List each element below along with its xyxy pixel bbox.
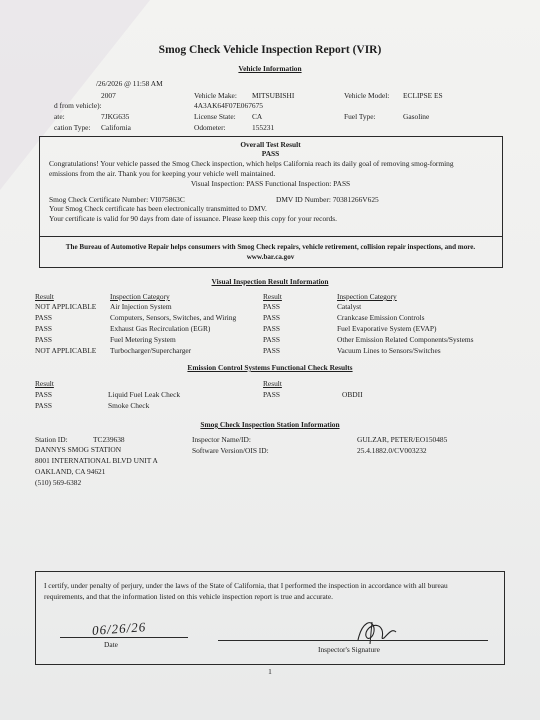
reg-type-value: California — [101, 123, 131, 132]
visual-col-category-left: Inspection Category — [110, 292, 170, 301]
visual-left-result: NOT APPLICABLE — [35, 302, 97, 311]
model-value: ECLIPSE ES — [403, 91, 443, 100]
transmitted-note: Your Smog Check certificate has been electronically transmitted to DMV. — [49, 204, 267, 213]
visual-right-result: PASS — [263, 302, 280, 311]
visual-left-result: PASS — [35, 335, 52, 344]
congrats-line-2: emissions from the air. Thank you for keeping your vehicle well maintained. — [49, 169, 276, 178]
software-label: Software Version/OIS ID: — [192, 446, 269, 455]
date-label: Date — [104, 640, 118, 649]
vin-value: 4A3AK64F07E067675 — [194, 101, 263, 110]
model-label: Vehicle Model: — [344, 91, 390, 100]
station-heading: Smog Check Inspection Station Information — [200, 420, 340, 429]
license-state-label: License State: — [194, 112, 236, 121]
certificate-number: Smog Check Certificate Number: VI075863C — [49, 195, 185, 204]
visual-right-result: PASS — [263, 346, 280, 355]
visual-col-category-right: Inspection Category — [337, 292, 397, 301]
inspection-datetime: /26/2026 @ 11:58 AM — [96, 79, 163, 88]
date-line — [60, 637, 188, 638]
vehicle-from-label: d from vehicle): — [54, 101, 102, 110]
functional-left-category: Smoke Check — [108, 401, 150, 410]
visual-right-category: Vacuum Lines to Sensors/Switches — [337, 346, 441, 355]
reg-type-label: cation Type: — [54, 123, 91, 132]
visual-left-result: PASS — [35, 313, 52, 322]
inspector-value: GULZAR, PETER/EO150485 — [357, 435, 448, 444]
inspector-signature-icon — [350, 614, 400, 648]
fuel-value: Gasoline — [403, 112, 430, 121]
visual-left-category: Fuel Metering System — [110, 335, 176, 344]
overall-box-divider — [39, 236, 502, 237]
congrats-line-1: Congratulations! Your vehicle passed the Smog Check inspection, which helps California reach its daily goal of removing smog-forming — [49, 159, 454, 168]
functional-check-heading: Emission Control Systems Functional Check Results — [187, 363, 353, 372]
visual-right-result: PASS — [263, 313, 280, 322]
station-id-label: Station ID: — [35, 435, 68, 444]
station-address-2: OAKLAND, CA 94621 — [35, 467, 106, 476]
odometer-value: 155231 — [252, 123, 275, 132]
visual-left-category: Computers, Sensors, Switches, and Wiring — [110, 313, 237, 322]
visual-left-result: PASS — [35, 324, 52, 333]
station-address-1: 8001 INTERNATIONAL BLVD UNIT A — [35, 456, 158, 465]
software-value: 25.4.1882.0/CV003232 — [357, 446, 427, 455]
station-name: DANNYS SMOG STATION — [35, 445, 122, 454]
signature-label: Inspector's Signature — [318, 645, 380, 654]
report-title: Smog Check Vehicle Inspection Report (VIR) — [158, 44, 382, 56]
vehicle-info-heading: Vehicle Information — [238, 64, 302, 73]
fuel-label: Fuel Type: — [344, 112, 376, 121]
visual-col-result-right: Result — [263, 292, 282, 301]
overall-result-value: PASS — [261, 149, 280, 158]
signature-line — [218, 640, 488, 641]
bar-website: www.bar.ca.gov — [246, 253, 295, 261]
visual-right-result: PASS — [263, 335, 280, 344]
functional-left-result: PASS — [35, 390, 52, 399]
functional-col-result-right: Result — [263, 379, 282, 388]
odometer-label: Odometer: — [194, 123, 226, 132]
dmv-id-number: DMV ID Number: 70381266V625 — [276, 195, 379, 204]
visual-right-category: Catalyst — [337, 302, 362, 311]
certify-line-1: I certify, under penalty of perjury, under the laws of the State of California, that I performed the inspection in accordance with all bureau — [44, 581, 448, 590]
page-number: 1 — [268, 667, 272, 676]
functional-right-result: PASS — [263, 390, 280, 399]
visual-left-category: Exhaust Gas Recirculation (EGR) — [110, 324, 211, 333]
functional-right-category: OBDII — [342, 390, 363, 399]
visual-right-result: PASS — [263, 324, 280, 333]
plate-label: ate: — [54, 112, 65, 121]
vehicle-year: 2007 — [101, 91, 116, 100]
visual-functional-summary: Visual Inspection: PASS Functional Inspection: PASS — [190, 179, 351, 188]
make-value: MITSUBISHI — [252, 91, 295, 100]
certify-line-2: requirements, and that the information listed on this vehicle inspection report is true and accurate. — [44, 592, 333, 601]
visual-right-category: Crankcase Emission Controls — [337, 313, 425, 322]
visual-left-category: Turbocharger/Supercharger — [110, 346, 192, 355]
functional-left-category: Liquid Fuel Leak Check — [108, 390, 181, 399]
handwritten-date: 06/26/26 — [91, 619, 147, 638]
functional-col-result-left: Result — [35, 379, 54, 388]
license-state-value: CA — [252, 112, 263, 121]
plate-value: 7JKG635 — [101, 112, 130, 121]
bar-info-line-1: The Bureau of Automotive Repair helps consumers with Smog Check repairs, vehicle retirement, collision repair inspections, and more. — [65, 243, 476, 251]
functional-left-result: PASS — [35, 401, 52, 410]
validity-note: Your certificate is valid for 90 days from date of issuance. Please keep this copy for your records. — [49, 214, 338, 223]
overall-result-heading: Overall Test Result — [240, 140, 301, 149]
visual-right-category: Other Emission Related Components/Systems — [337, 335, 474, 344]
make-label: Vehicle Make: — [194, 91, 237, 100]
visual-left-category: Air Injection System — [110, 302, 172, 311]
visual-inspection-heading: Visual Inspection Result Information — [211, 277, 329, 286]
visual-col-result-left: Result — [35, 292, 54, 301]
inspector-label: Inspector Name/ID: — [192, 435, 251, 444]
visual-right-category: Fuel Evaporative System (EVAP) — [337, 324, 437, 333]
visual-left-result: NOT APPLICABLE — [35, 346, 97, 355]
station-phone: (510) 569-6382 — [35, 478, 82, 487]
station-id-value: TC239638 — [93, 435, 125, 444]
